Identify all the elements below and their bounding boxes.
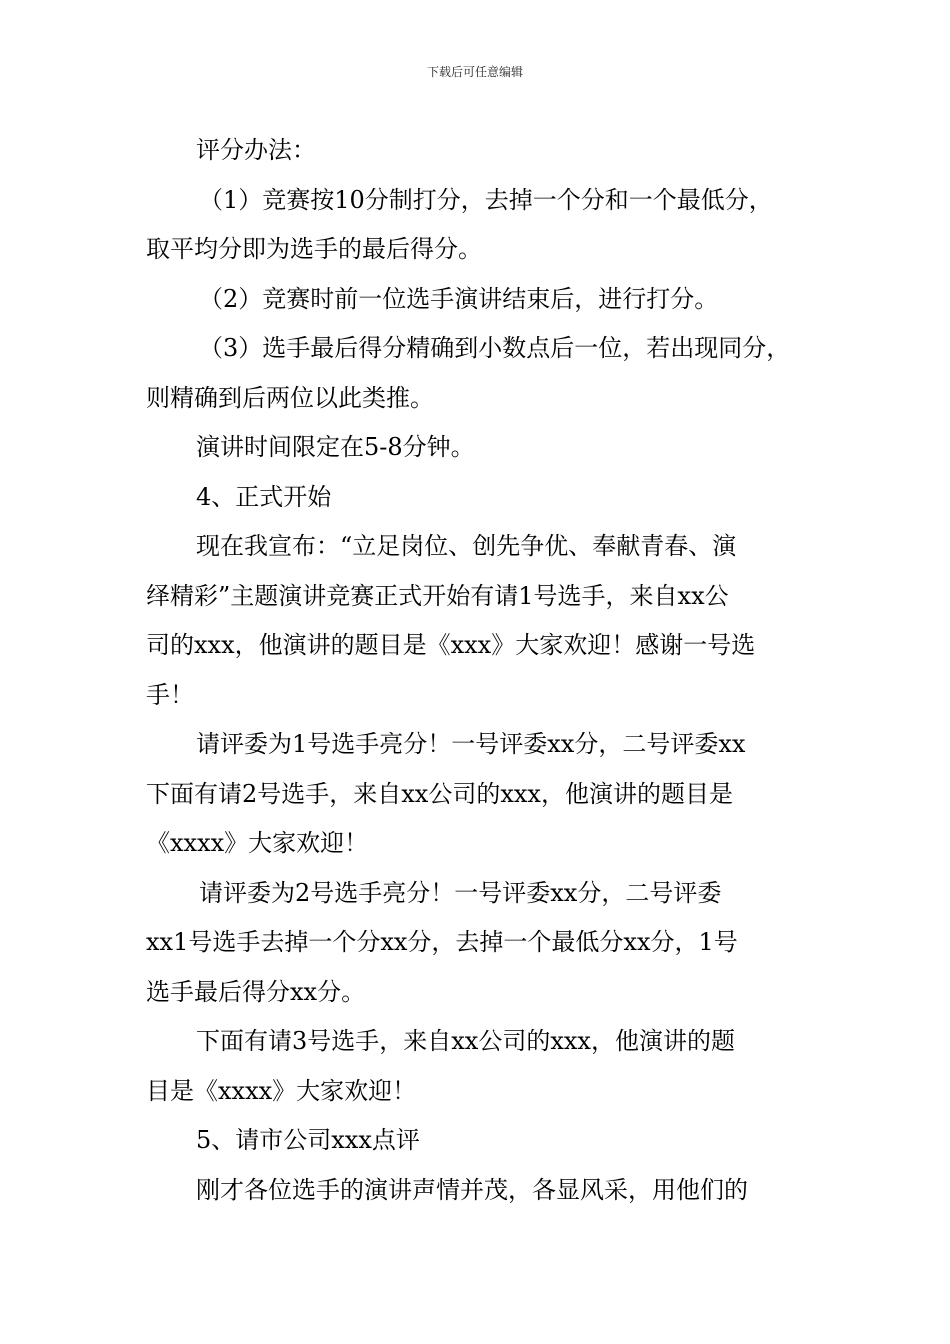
section-4-heading: 4、正式开始: [196, 482, 332, 511]
rule-3-line-2: 则精确到后两位以此类推。: [146, 383, 434, 412]
rule-1-line-2: 取平均分即为选手的最后得分。: [146, 235, 482, 263]
announcement-line-3: 司的xxx，他演讲的题目是《xxx》大家欢迎！感谢一号选: [146, 631, 756, 659]
announcement-line-2: 绎精彩”主题演讲竞赛正式开始有请1号选手，来自xx公: [146, 581, 729, 610]
score-1-line-1: 请评委为1号选手亮分！一号评委xx分，二号评委xx: [196, 730, 746, 758]
scoring-method-heading: 评分办法：: [196, 136, 316, 164]
review-line-1: 刚才各位选手的演讲声情并茂，各显风采，用他们的: [196, 1175, 748, 1204]
rule-3-line-1: （3）选手最后得分精确到小数点后一位，若出现同分，: [199, 334, 791, 362]
score-1-line-3: 《xxxx》大家欢迎！: [146, 829, 369, 857]
score-2-line-2: xx1号选手去掉一个分xx分，去掉一个最低分xx分，1号: [146, 928, 738, 956]
score-2-line-3: 选手最后得分xx分。: [146, 977, 366, 1006]
document-body: [146, 126, 810, 1215]
time-limit: 演讲时间限定在5-8分钟。: [196, 433, 475, 461]
page-header: 下载后可任意编辑: [426, 65, 523, 79]
score-2-line-1: 请评委为2号选手亮分！一号评委xx分，二号评委: [199, 878, 722, 907]
section-5-heading: 5、请市公司xxx点评: [196, 1126, 420, 1154]
contestant-3-line-1: 下面有请3号选手，来自xx公司的xxx，他演讲的题: [196, 1027, 735, 1055]
rule-2: （2）竞赛时前一位选手演讲结束后，进行打分。: [199, 284, 719, 313]
announcement-line-4: 手！: [146, 680, 194, 709]
contestant-3-line-2: 目是《xxxx》大家欢迎！: [146, 1076, 417, 1105]
announcement-line-1: 现在我宣布：“立足岗位、创先争优、奉献青春、演: [196, 532, 737, 560]
rule-1-line-1: （1）竞赛按10分制打分，去掉一个分和一个最低分，: [199, 185, 773, 214]
score-1-line-2: 下面有请2号选手，来自xx公司的xxx，他演讲的题目是: [146, 779, 733, 808]
